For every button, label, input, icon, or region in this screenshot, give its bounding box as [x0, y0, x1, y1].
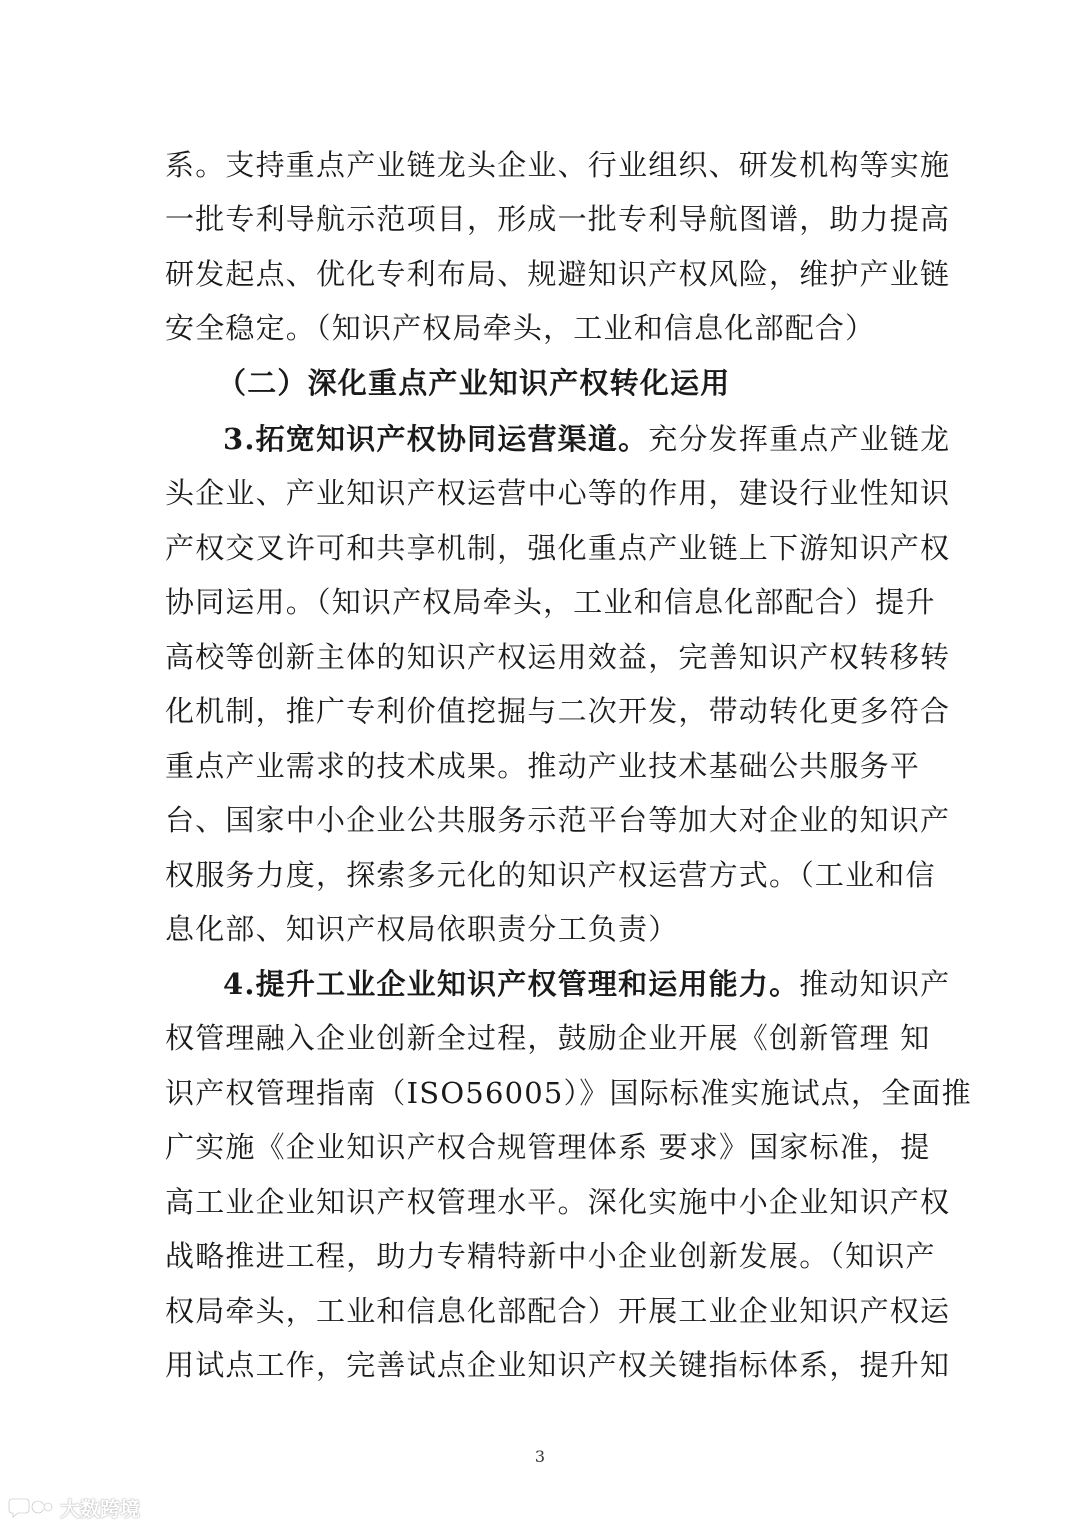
body-line: 系。支持重点产业链龙头企业、行业组织、研发机构等实施: [165, 148, 951, 182]
body-line: 产权交叉许可和共享机制，强化重点产业链上下游知识产权: [165, 531, 951, 565]
watermark: [8, 1494, 140, 1520]
page-number: 3: [534, 1447, 546, 1466]
body-line: 权管理融入企业创新全过程，鼓励企业开展《创新管理 知: [165, 1021, 931, 1055]
section-heading: （二）深化重点产业知识产权转化运用: [217, 366, 731, 400]
body-line: 重点产业需求的技术成果。推动产业技术基础公共服务平: [165, 749, 921, 783]
chat-bubble-logo-icon: [8, 1495, 54, 1519]
body-line: 权服务力度，探索多元化的知识产权运营方式。（工业和信: [165, 858, 936, 892]
item-paragraph-first-line: [223, 966, 951, 1002]
body-line: 研发起点、优化专利布局、规避知识产权风险，维护产业链: [165, 257, 951, 291]
body-line: 台、国家中小企业公共服务示范平台等加大对企业的知识产: [165, 803, 951, 837]
item-text: 充分发挥重点产业链龙: [648, 422, 951, 456]
body-line: 协同运用。（知识产权局牵头，工业和信息化部配合）提升: [165, 585, 936, 619]
body-line: 权局牵头，工业和信息化部配合）开展工业企业知识产权运: [165, 1294, 951, 1328]
body-line: 头企业、产业知识产权运营中心等的作用，建设行业性知识: [165, 476, 951, 510]
item-title: 4.提升工业企业知识产权管理和运用能力。: [223, 967, 800, 1001]
watermark-text: 大数跨境: [60, 1496, 140, 1521]
body-line: 高工业企业知识产权管理水平。深化实施中小企业知识产权: [165, 1185, 951, 1219]
body-line: 高校等创新主体的知识产权运用效益，完善知识产权转移转: [165, 640, 951, 674]
body-line: 用试点工作，完善试点企业知识产权关键指标体系，提升知: [165, 1348, 951, 1382]
item-text: 推动知识产: [799, 967, 951, 1001]
item-title: 3.拓宽知识产权协同运营渠道。: [223, 422, 649, 456]
body-line: 战略推进工程，助力专精特新中小企业创新发展。（知识产: [165, 1239, 936, 1273]
body-line: 一批专利导航示范项目，形成一批专利导航图谱，助力提高: [165, 202, 951, 236]
item-paragraph-first-line: [223, 421, 951, 457]
body-line: 广实施《企业知识产权合规管理体系 要求》国家标准，提: [165, 1130, 931, 1164]
body-line: 安全稳定。（知识产权局牵头，工业和信息化部配合）: [165, 311, 876, 345]
body-line: 识产权管理指南（ISO56005）》国际标准实施试点，全面推: [165, 1076, 972, 1110]
body-line: 息化部、知识产权局依职责分工负责）: [165, 912, 679, 946]
body-line: 化机制，推广专利价值挖掘与二次开发，带动转化更多符合: [165, 694, 951, 728]
